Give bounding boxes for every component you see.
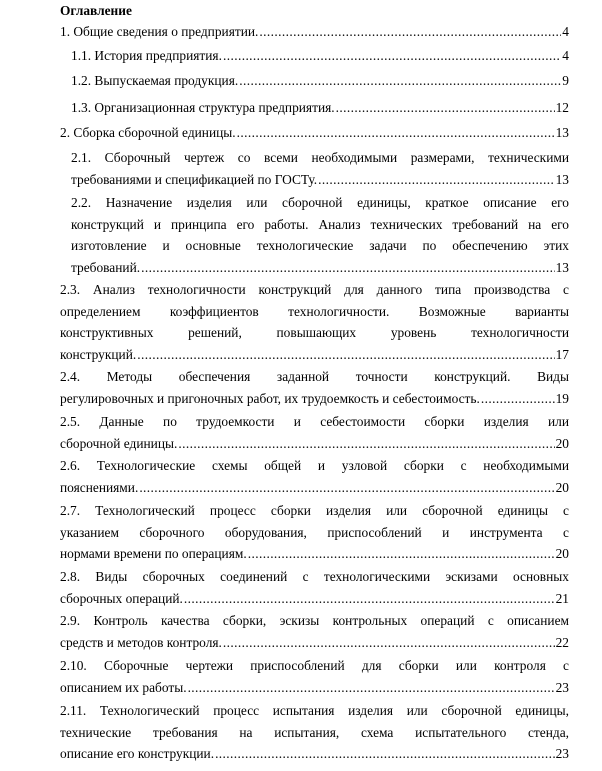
dot-leader — [178, 433, 554, 455]
toc-entry-line: определением коэффициентов технологичности. Возможные варианты — [60, 303, 569, 319]
dot-leader — [259, 21, 561, 43]
toc-entry-text: требованиями и спецификацией по ГОСТу. — [71, 171, 318, 187]
toc-entry-1[interactable] — [60, 21, 569, 43]
toc-entry-line — [71, 45, 569, 67]
toc-entry-line: конструкций и принципа его работы. Анализ технических требований на его — [71, 216, 569, 232]
toc-entry-1-2[interactable] — [71, 70, 569, 92]
toc-entry-line: 2.2. Назначение изделия или сборочной единицы, краткое описание его — [71, 195, 569, 210]
toc-entry-2-8[interactable] — [60, 566, 569, 609]
toc-entry-line — [71, 169, 569, 191]
toc-page-number: 4 — [562, 48, 569, 63]
toc-entry-2-7[interactable] — [60, 500, 569, 565]
toc-page-number: 20 — [555, 479, 569, 495]
toc-entry-line: 2.1. Сборочный чертеж со всеми необходимыми размерами, техническими — [71, 150, 569, 165]
toc-entry-text: описание его конструкции. — [60, 746, 215, 761]
toc-entry-2-4[interactable] — [60, 366, 569, 409]
toc-entry-line: 2.4. Методы обеспечения заданной точности конструкций. Виды — [60, 369, 569, 384]
toc-entry-line — [71, 257, 569, 279]
toc-entry-2-3[interactable] — [60, 279, 569, 365]
toc-entry-1-1[interactable] — [71, 45, 569, 67]
toc-entry-text: нормами времени по операциям. — [60, 546, 247, 561]
toc-page-number: 22 — [555, 634, 569, 650]
toc-page-number: 4 — [562, 24, 569, 39]
toc-entry-line: 2.10. Сборочные чертежи приспособлений для сборки или контроля с — [60, 658, 569, 673]
toc-entry-line: технические требования на испытания, схема испытательного стенда, — [60, 724, 569, 740]
toc-entry-text: сборочных операций. — [60, 590, 183, 606]
toc-entry-line: 2.6. Технологические схемы общей и узловой сборки с необходимыми — [60, 458, 569, 473]
toc-page-number: 12 — [555, 100, 569, 115]
toc-entry-line — [60, 122, 569, 144]
toc-entry-2-5[interactable] — [60, 411, 569, 454]
toc-entry-text: 1.2. Выпускаемая продукция. — [71, 73, 239, 88]
toc-entry-line: изготовление и основные технологические задачи по обеспечению этих — [71, 238, 569, 253]
dot-leader — [223, 45, 561, 67]
toc-entry-line: указанием сборочного оборудования, приспособлений и инструмента с — [60, 524, 569, 540]
toc-page-number: 13 — [555, 125, 569, 140]
toc-entry-text: 1. Общие сведения о предприятии. — [60, 24, 259, 39]
toc-page-number: 17 — [555, 346, 569, 362]
toc-page-number: 23 — [555, 746, 569, 761]
toc-entry-line — [60, 388, 569, 410]
toc-entry-2-10[interactable] — [60, 655, 569, 698]
toc-entry-2-6[interactable] — [60, 455, 569, 498]
toc-entry-text: требований. — [71, 259, 141, 275]
toc-entry-text: регулировочных и пригоночных работ, их трудоемкость и себестоимость. — [60, 390, 480, 406]
dot-leader — [248, 543, 555, 565]
dot-leader — [184, 588, 555, 610]
toc-entry-line: 2.9. Контроль качества сборки, эскизы контрольных операций с описанием — [60, 613, 569, 628]
dot-leader — [318, 169, 555, 191]
dot-leader — [481, 388, 555, 410]
toc-entry-line: 2.8. Виды сборочных соединений с технологическими эскизами основных — [60, 569, 569, 584]
toc-entry-1-3[interactable] — [71, 97, 569, 119]
toc-page-number: 13 — [555, 259, 569, 275]
toc-entry-line — [60, 433, 569, 455]
toc-entry-line — [60, 344, 569, 366]
toc-page-number: 23 — [555, 679, 569, 695]
dot-leader — [141, 257, 555, 279]
toc-entry-text: пояснениями. — [60, 479, 139, 495]
toc-entry-2-2[interactable] — [71, 192, 569, 278]
toc-entry-2-11[interactable] — [60, 700, 569, 765]
toc-entry-line — [60, 477, 569, 499]
toc-heading: Оглавление — [60, 3, 132, 18]
toc-entry-text: 2. Сборка сборочной единицы. — [60, 125, 236, 140]
toc-entry-line — [60, 588, 569, 610]
toc-entry-text: сборочной единицы. — [60, 435, 178, 451]
dot-leader — [139, 477, 554, 499]
toc-entry-2-9[interactable] — [60, 610, 569, 653]
toc-entry-line — [60, 21, 569, 43]
toc-page-number: 9 — [562, 73, 569, 88]
toc-page-number: 19 — [555, 390, 569, 406]
toc-entry-2-1[interactable] — [71, 147, 569, 190]
toc-entry-line — [71, 97, 569, 119]
toc-page-number: 13 — [555, 171, 569, 187]
toc-entry-text: средств и методов контроля. — [60, 634, 222, 650]
dot-leader — [188, 677, 555, 699]
toc-entry-text: описанием их работы. — [60, 679, 187, 695]
toc-entry-text: 1.3. Организационная структура предприятия. — [71, 100, 335, 115]
toc-entry-line: 2.7. Технологический процесс сборки изделия или сборочной единицы с — [60, 503, 569, 518]
dot-leader — [237, 122, 555, 144]
toc-entry-line — [60, 632, 569, 654]
dot-leader — [239, 70, 561, 92]
toc-entry-line — [60, 743, 569, 765]
toc-entry-2[interactable] — [60, 122, 569, 144]
dot-leader — [336, 97, 555, 119]
dot-leader — [137, 344, 554, 366]
dot-leader — [223, 632, 555, 654]
toc-entry-line: 2.5. Данные по трудоемкости и себестоимости сборки изделия или — [60, 414, 569, 429]
toc-entry-line — [60, 677, 569, 699]
toc-page-number: 20 — [555, 435, 569, 451]
toc-entry-text: 1.1. История предприятия. — [71, 48, 222, 63]
toc-entry-line: конструктивных решений, повышающих уровень технологичности — [60, 325, 569, 340]
toc-page-number: 20 — [555, 546, 569, 561]
toc-entry-text: конструкций. — [60, 346, 137, 362]
toc-page-number: 21 — [555, 590, 569, 606]
toc-entry-line — [60, 543, 569, 565]
toc-entry-line: 2.11. Технологический процесс испытания изделия или сборочной единицы, — [60, 703, 569, 718]
toc-entry-line — [71, 70, 569, 92]
dot-leader — [215, 743, 555, 765]
toc-entry-line: 2.3. Анализ технологичности конструкций для данного типа производства с — [60, 282, 569, 297]
